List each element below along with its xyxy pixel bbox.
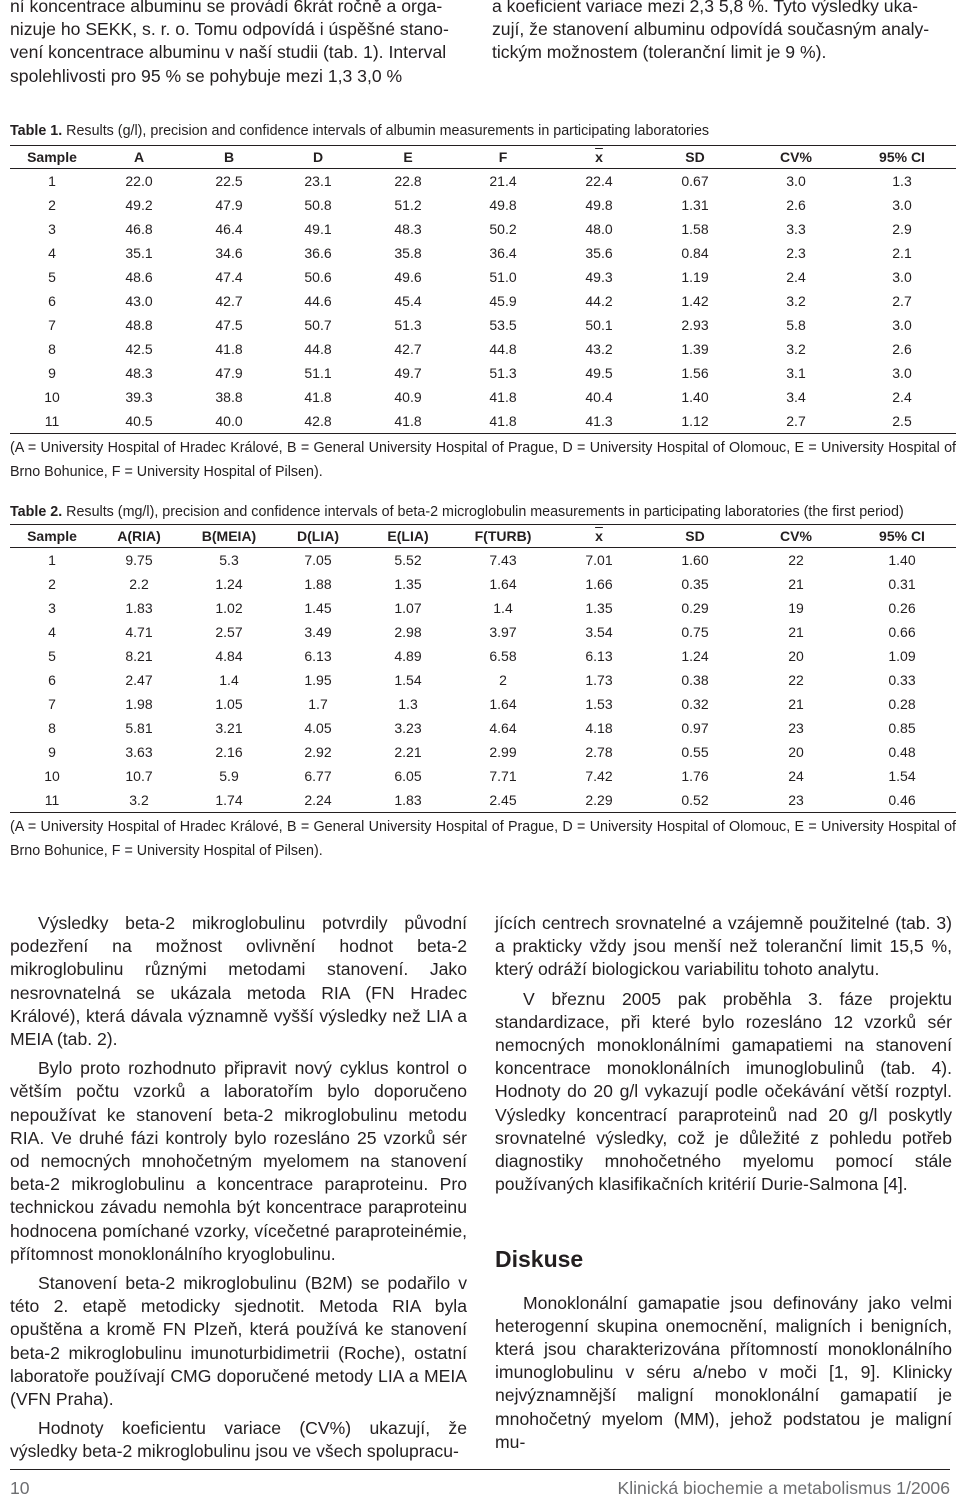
table-cell: 1.74: [184, 788, 274, 813]
table-cell: 49.1: [304, 221, 332, 237]
table-header-cell: $\overline{x}$: [552, 146, 646, 169]
table-cell: 48.3: [125, 365, 153, 381]
table-row: [10, 385, 956, 409]
table2-block: [10, 500, 956, 863]
table-cell: 1.76: [681, 768, 709, 784]
table-cell: 51.0: [489, 269, 517, 285]
table-cell: 21: [788, 624, 804, 640]
top-right-line: tickým možnostem (toleranční limit je 9 %).: [492, 42, 827, 63]
table-cell: 36.4: [489, 245, 517, 261]
table-cell: 50.7: [304, 317, 332, 333]
table-cell: 3.97: [489, 624, 517, 640]
table-cell: 0.52: [646, 788, 744, 813]
journal-title: Klinická biochemie a metabolismus 1/2006: [617, 1478, 950, 1498]
table-cell: 45.4: [394, 293, 422, 309]
table-cell: 2.7: [892, 293, 912, 309]
table-cell: 49.3: [585, 269, 613, 285]
table-row: [10, 764, 956, 788]
table-header-cell: A: [94, 146, 184, 169]
top-left-line: spolehlivosti pro 95 % se pohybuje mezi 1,3 3,0 %: [10, 65, 403, 86]
table-row: [10, 548, 956, 573]
table-cell: 23.1: [304, 173, 332, 189]
table-cell: 2.6: [892, 341, 912, 357]
table-row: [10, 169, 956, 194]
table-cell: 1.64: [489, 696, 517, 712]
table-cell: 1.3: [892, 173, 912, 189]
table-row: [10, 644, 956, 668]
table-cell: 1.4: [493, 600, 513, 616]
table-cell: 6.13: [304, 648, 332, 664]
table-header-cell: E: [362, 146, 454, 169]
table-header-cell: F(TURB): [454, 525, 552, 548]
table-cell: 4.64: [489, 720, 517, 736]
body-paragraph: Bylo proto rozhodnuto připravit nový cyklus kontrol o větším počtu vzorků a laboratořím bylo doporučeno nepoužívat ke stanovení beta-2 mikroglobulinu metodu RIA. Ve druhé fázi kontroly bylo rozesláno 25 vzorků sér od nemocných mnohočetným myelomem na stanovení beta-2 mikroglobulinu a koncentrace paraproteinu. Pro technickou závadu nemohla být koncentrace paraproteinu hodnocena pomíchané vzorky, vícečetné paraproteinémie, přítomnost monoklonálního kryoglobulinu.: [10, 1058, 467, 1264]
table-cell: 2.3: [786, 245, 806, 261]
table-cell: 8: [48, 720, 56, 736]
table-cell: 44.6: [304, 293, 332, 309]
table-cell: 2.21: [394, 744, 422, 760]
body-right-column: [495, 912, 952, 1454]
table-cell: 48.8: [125, 317, 153, 333]
table-cell: 2: [48, 576, 56, 592]
table-row: [10, 692, 956, 716]
table-header-cell: 95% CI: [848, 525, 956, 548]
table-cell: 42.7: [215, 293, 243, 309]
table-cell: 0.28: [888, 696, 916, 712]
table-cell: 2.1: [892, 245, 912, 261]
table-cell: 47.5: [215, 317, 243, 333]
table-cell: 4.05: [304, 720, 332, 736]
table-cell: 4: [48, 624, 56, 640]
table-cell: 45.9: [489, 293, 517, 309]
table2: [10, 524, 956, 813]
table-cell: 1.98: [125, 696, 153, 712]
table-cell: 6.13: [585, 648, 613, 664]
table-cell: 4.18: [585, 720, 613, 736]
table-header-cell: D(LIA): [274, 525, 362, 548]
table-cell: 49.6: [394, 269, 422, 285]
table-cell: 2.9: [892, 221, 912, 237]
table-cell: 1.53: [585, 696, 613, 712]
table-cell: 34.6: [215, 245, 243, 261]
table-cell: 40.4: [585, 389, 613, 405]
table-cell: 49.5: [585, 365, 613, 381]
table-header-cell: Sample: [10, 146, 94, 169]
table-cell: 2.47: [125, 672, 153, 688]
table-cell: 7.42: [585, 768, 613, 784]
table-cell: 43.2: [585, 341, 613, 357]
table-cell: 39.3: [125, 389, 153, 405]
table-cell: 23: [788, 720, 804, 736]
table-cell: 2.6: [786, 197, 806, 213]
table-cell: 10: [44, 768, 60, 784]
body-paragraph: Monoklonální gamapatie jsou definovány jako velmi heterogenní skupina onemocnění, maligních i benigních, která jsou charakterizována přítomností monoklonálního imunoglobulinu v séru a/nebo v moči [1, 9]. Klinicky nejvýznamnější maligní monoklonální gamapatií je mnohočetný myelom (MM), jehož podstatou je maligní mu-: [495, 1292, 952, 1452]
table-cell: 51.2: [394, 197, 422, 213]
table-cell: 22.8: [394, 173, 422, 189]
table-cell: 46.8: [125, 221, 153, 237]
table-cell: 47.9: [215, 365, 243, 381]
table-header-cell: B(MEIA): [184, 525, 274, 548]
table-cell: 21.4: [489, 173, 517, 189]
table-cell: 0.46: [848, 788, 956, 813]
table-cell: 50.2: [489, 221, 517, 237]
table-cell: 10.7: [125, 768, 153, 784]
table-header-cell: E(LIA): [362, 525, 454, 548]
table-cell: 7: [48, 317, 56, 333]
table-row: [10, 788, 956, 813]
table-cell: 1.39: [681, 341, 709, 357]
table-cell: 2.2: [129, 576, 149, 592]
table-cell: 8.21: [125, 648, 153, 664]
table-cell: 2.4: [892, 389, 912, 405]
table-row: [10, 337, 956, 361]
table-cell: 19: [788, 600, 804, 616]
table-header-cell: CV%: [744, 525, 848, 548]
table-cell: 5: [48, 269, 56, 285]
table-cell: 7.01: [585, 552, 613, 568]
table-cell: 1.35: [394, 576, 422, 592]
top-left-line: vení koncentrace albuminu v naší studii (tab. 1). Interval: [10, 42, 447, 63]
table-cell: 50.6: [304, 269, 332, 285]
table2-header-row: [10, 525, 956, 548]
top-left-text: [10, 0, 472, 88]
table-cell: 7: [48, 696, 56, 712]
table-cell: 2: [48, 197, 56, 213]
table-cell: 3.0: [786, 173, 806, 189]
table-cell: 41.8: [304, 389, 332, 405]
table-cell: 0.38: [681, 672, 709, 688]
top-right-text: [492, 0, 950, 65]
footer-divider: [10, 1469, 950, 1470]
body-paragraph: Výsledky beta-2 mikroglobulinu potvrdily původní podezření na možnost ovlivnění hodnot beta-2 mikroglobulinu různými metodami stanovení. Jako nesrovnatelná se ukázala metoda RIA (FN Hradec Králové), která dávala významně vyšší výsledky než LIA a MEIA (tab. 2).: [10, 913, 467, 1050]
top-left-line: nizuje ho SEKK, s. r. o. Tomu odpovídá i úspěšné stano-: [10, 19, 449, 40]
table-cell: 2: [499, 672, 507, 688]
table-cell: 3.0: [892, 197, 912, 213]
table-cell: 6: [48, 672, 56, 688]
table-cell: 0.85: [888, 720, 916, 736]
table-cell: 5.3: [219, 552, 239, 568]
table-cell: 22: [788, 552, 804, 568]
table-cell: 47.4: [215, 269, 243, 285]
table-cell: 21: [788, 576, 804, 592]
table-cell: 50.1: [585, 317, 613, 333]
table-cell: 1.4: [219, 672, 239, 688]
table-cell: 20: [788, 648, 804, 664]
table-cell: 42.8: [274, 409, 362, 434]
table-cell: 9.75: [125, 552, 153, 568]
table-cell: 48.6: [125, 269, 153, 285]
table-cell: 21: [788, 696, 804, 712]
table-cell: 46.4: [215, 221, 243, 237]
table-cell: 3.0: [892, 365, 912, 381]
table-cell: 2.4: [786, 269, 806, 285]
table-cell: 24: [788, 768, 804, 784]
table-cell: 6: [48, 293, 56, 309]
table-cell: 1.40: [888, 552, 916, 568]
table-cell: 40.0: [184, 409, 274, 434]
table-cell: 35.8: [394, 245, 422, 261]
table-cell: 0.48: [888, 744, 916, 760]
table-cell: 35.1: [125, 245, 153, 261]
table-cell: 0.31: [888, 576, 916, 592]
table-header-cell: F: [454, 146, 552, 169]
table-cell: 2.57: [215, 624, 243, 640]
table-cell: 1.05: [215, 696, 243, 712]
table-cell: 2.93: [681, 317, 709, 333]
table-cell: 0.33: [888, 672, 916, 688]
table-cell: 11: [10, 409, 94, 434]
table-cell: 22.0: [125, 173, 153, 189]
table-cell: 2.99: [489, 744, 517, 760]
table-cell: 43.0: [125, 293, 153, 309]
table-cell: 3.54: [585, 624, 613, 640]
table-cell: 42.7: [394, 341, 422, 357]
table-cell: 2.5: [848, 409, 956, 434]
table-cell: 3.63: [125, 744, 153, 760]
table-header-cell: D: [274, 146, 362, 169]
table-cell: 4.71: [125, 624, 153, 640]
table-cell: 9: [48, 365, 56, 381]
table2-label: Table 2.: [10, 504, 63, 520]
table-cell: 2.7: [744, 409, 848, 434]
table-cell: 44.2: [585, 293, 613, 309]
table-cell: 0.75: [681, 624, 709, 640]
table-cell: 1.40: [681, 389, 709, 405]
table-cell: 9: [48, 744, 56, 760]
table-cell: 48.0: [585, 221, 613, 237]
table-cell: 1.19: [681, 269, 709, 285]
table-cell: 38.8: [215, 389, 243, 405]
table-row: [10, 217, 956, 241]
table-row: [10, 265, 956, 289]
table-cell: 48.3: [394, 221, 422, 237]
table-cell: 2.98: [394, 624, 422, 640]
table-header-cell: $\overline{x}$: [552, 525, 646, 548]
table1-label: Table 1.: [10, 123, 63, 139]
table-cell: 5.8: [786, 317, 806, 333]
section-heading: Diskuse: [495, 1246, 584, 1273]
table-cell: 1.42: [681, 293, 709, 309]
table-row: [10, 193, 956, 217]
table-cell: 1.12: [646, 409, 744, 434]
table2-caption-text: Results (mg/l), precision and confidence intervals of beta-2 microglobulin measurements in participating laboratories (the first period): [62, 504, 904, 520]
table-cell: 1.60: [681, 552, 709, 568]
table-cell: 36.6: [304, 245, 332, 261]
table-cell: 1.07: [394, 600, 422, 616]
table-cell: 5.81: [125, 720, 153, 736]
body-paragraph: Stanovení beta-2 mikroglobulinu (B2M) se podařilo v této 2. etapě metodicky sjednotit. Metoda RIA byla opuštěna a kromě FN Plzeň, která používá ke stanovení beta-2 mikroglobulinu imunoturbidimetrii (Roche), ostatní laboratoře používají CMG doporučené metody LIA a MEIA (VFN Praha).: [10, 1273, 467, 1410]
table-header-cell: 95% CI: [848, 146, 956, 169]
table1-note: (A = University Hospital of Hradec Králové, B = General University Hospital of Prague, D = University Hospital of Olomouc, E = University Hospital of Brno Bohunice, F = University Hospital of Pilsen).: [10, 440, 956, 480]
table-cell: 0.26: [888, 600, 916, 616]
table-cell: 7.43: [489, 552, 517, 568]
table-cell: 6.77: [304, 768, 332, 784]
table-cell: 3: [48, 600, 56, 616]
table-cell: 53.5: [489, 317, 517, 333]
table-cell: 3: [48, 221, 56, 237]
table-cell: 3.2: [786, 341, 806, 357]
table-cell: 1: [48, 173, 56, 189]
table-cell: 0.97: [681, 720, 709, 736]
table-cell: 3.1: [786, 365, 806, 381]
body-left-column: [10, 912, 467, 1464]
table-cell: 1.45: [304, 600, 332, 616]
table-cell: 41.8: [454, 409, 552, 434]
table-cell: 1.02: [215, 600, 243, 616]
table-row: [10, 620, 956, 644]
table-row: [10, 740, 956, 764]
table-cell: 40.9: [394, 389, 422, 405]
table-cell: 1.95: [304, 672, 332, 688]
table1-header-row: [10, 146, 956, 169]
table2-caption: [10, 500, 956, 524]
table1-block: [10, 121, 956, 484]
table-cell: 2.24: [274, 788, 362, 813]
table-cell: 1.31: [681, 197, 709, 213]
table-cell: 3.2: [786, 293, 806, 309]
table-cell: 1.66: [585, 576, 613, 592]
table-cell: 1.54: [888, 768, 916, 784]
table-cell: 1: [48, 552, 56, 568]
table-cell: 5.52: [394, 552, 422, 568]
table-cell: 10: [44, 389, 60, 405]
table-cell: 1.73: [585, 672, 613, 688]
table-cell: 0.29: [681, 600, 709, 616]
table-cell: 7.71: [489, 768, 517, 784]
table-cell: 3.3: [786, 221, 806, 237]
table-cell: 44.8: [489, 341, 517, 357]
table-cell: 2.45: [454, 788, 552, 813]
table-cell: 1.54: [394, 672, 422, 688]
body-paragraph: Hodnoty koeficientu variace (CV%) ukazují, že výsledky beta-2 mikroglobulinu jsou ve všech spolupracu-: [10, 1418, 467, 1462]
table-cell: 3.2: [94, 788, 184, 813]
table-cell: 6.05: [394, 768, 422, 784]
table-cell: 22.4: [585, 173, 613, 189]
table-cell: 7.05: [304, 552, 332, 568]
body-paragraph: jících centrech srovnatelné a vzájemně použitelné (tab. 3) a prakticky vždy jsou menší než toleranční limit 15,5 %, který odráží biologickou variabilitu tohoto analytu.: [495, 913, 952, 980]
table-cell: 1.58: [681, 221, 709, 237]
table-cell: 51.3: [394, 317, 422, 333]
table-cell: 2.16: [215, 744, 243, 760]
table-cell: 49.2: [125, 197, 153, 213]
table-cell: 2.92: [304, 744, 332, 760]
table-cell: 3.0: [892, 317, 912, 333]
table-cell: 49.8: [585, 197, 613, 213]
table-header-cell: SD: [646, 146, 744, 169]
table1-caption-text: Results (g/l), precision and confidence intervals of albumin measurements in participating laboratories: [62, 123, 710, 139]
table-cell: 8: [48, 341, 56, 357]
table-cell: 0.66: [888, 624, 916, 640]
table-cell: 1.24: [681, 648, 709, 664]
table-cell: 4: [48, 245, 56, 261]
table-cell: 0.32: [681, 696, 709, 712]
table-cell: 44.8: [304, 341, 332, 357]
table-header-cell: Sample: [10, 525, 94, 548]
table-cell: 51.1: [304, 365, 332, 381]
table-cell: 42.5: [125, 341, 153, 357]
table-cell: 41.8: [362, 409, 454, 434]
table-cell: 1.64: [489, 576, 517, 592]
table-cell: 47.9: [215, 197, 243, 213]
table-cell: 0.67: [681, 173, 709, 189]
table-cell: 1.83: [362, 788, 454, 813]
table-cell: 3.23: [394, 720, 422, 736]
top-right-line: a koeficient variace mezi 2,3 5,8 %. Tyto výsledky uka-: [492, 0, 919, 16]
table-cell: 41.3: [552, 409, 646, 434]
table-cell: 4.84: [215, 648, 243, 664]
table-cell: 1.7: [308, 696, 328, 712]
table-row: [10, 289, 956, 313]
table-header-cell: A(RIA): [94, 525, 184, 548]
table-cell: 41.8: [489, 389, 517, 405]
table-header-cell: SD: [646, 525, 744, 548]
table-cell: 50.8: [304, 197, 332, 213]
table-row: [10, 409, 956, 434]
table-cell: 20: [788, 744, 804, 760]
table-row: [10, 572, 956, 596]
table-cell: 1.83: [125, 600, 153, 616]
body-paragraph: V březnu 2005 pak proběhla 3. fáze projektu standardizace, při které bylo rozesláno 12 vzorků sér nemocných monoklonálními gamapatiemi na stanovení koncentrace monoklonálních imunoglobulinů (tab. 4). Hodnoty do 20 g/l vykazují podle očekávání větší rozptyl. Výsledky koncentrací paraproteinů nad 20 g/l poskytly srovnatelné výsledky, což je důležité z pohledu potřeb diagnostiky mnohočetného myelomu pomocí stále používaných klasifikačních kritérií Durie-Salmona [4].: [495, 988, 952, 1195]
table1-caption: [10, 121, 956, 141]
table-row: [10, 313, 956, 337]
table-cell: 1.56: [681, 365, 709, 381]
table1: [10, 145, 956, 434]
table-cell: 11: [10, 788, 94, 813]
table-cell: 35.6: [585, 245, 613, 261]
table-cell: 6.58: [489, 648, 517, 664]
table-cell: 51.3: [489, 365, 517, 381]
table-cell: 1.09: [888, 648, 916, 664]
table-cell: 4.89: [394, 648, 422, 664]
table-cell: 0.84: [681, 245, 709, 261]
table-cell: 41.8: [215, 341, 243, 357]
table-cell: 3.4: [786, 389, 806, 405]
top-right-line: zují, že stanovení albuminu odpovídá současným analy-: [492, 19, 930, 40]
table2-note: (A = University Hospital of Hradec Králové, B = General University Hospital of Prague, D = University Hospital of Olomouc, E = University Hospital of Brno Bohunice, F = University Hospital of Pilsen).: [10, 819, 956, 859]
table-cell: 49.7: [394, 365, 422, 381]
table-cell: 22: [788, 672, 804, 688]
table-cell: 3.49: [304, 624, 332, 640]
table-row: [10, 668, 956, 692]
table-row: [10, 241, 956, 265]
page-number: 10: [10, 1478, 30, 1498]
top-left-line: ní koncentrace albuminu se provádí 6krát ročně a orga-: [10, 0, 443, 16]
table-cell: 3.0: [892, 269, 912, 285]
table-cell: 1.3: [398, 696, 418, 712]
table-cell: 5.9: [219, 768, 239, 784]
table-row: [10, 361, 956, 385]
table-cell: 22.5: [215, 173, 243, 189]
table-cell: 1.24: [215, 576, 243, 592]
table-cell: 0.55: [681, 744, 709, 760]
table-cell: 2.78: [585, 744, 613, 760]
table-cell: 0.35: [681, 576, 709, 592]
table-cell: 1.35: [585, 600, 613, 616]
table-cell: 2.29: [552, 788, 646, 813]
table-cell: 49.8: [489, 197, 517, 213]
table-cell: 40.5: [94, 409, 184, 434]
table-row: [10, 716, 956, 740]
table-cell: 5: [48, 648, 56, 664]
table-cell: 23: [744, 788, 848, 813]
table-row: [10, 596, 956, 620]
table-header-cell: B: [184, 146, 274, 169]
table-cell: 1.88: [304, 576, 332, 592]
table-header-cell: CV%: [744, 146, 848, 169]
table-cell: 3.21: [215, 720, 243, 736]
